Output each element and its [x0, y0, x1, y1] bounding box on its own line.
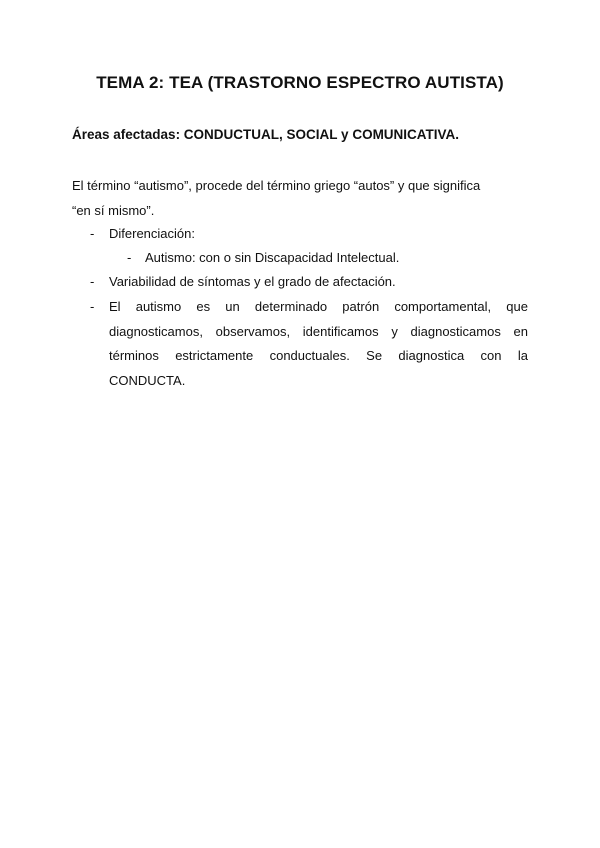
sub-bullet-dash: -	[127, 250, 132, 265]
intro-line-1: El término “autismo”, procede del término griego “autos” y que significa	[72, 178, 481, 193]
intro-line-2: “en sí mismo”.	[72, 202, 155, 218]
bullet-dash: -	[90, 274, 95, 289]
page-title: TEMA 2: TEA (TRASTORNO ESPECTRO AUTISTA)	[96, 73, 504, 92]
affected-areas-heading: Áreas afectadas: CONDUCTUAL, SOCIAL y COMUNICATIVA.	[72, 127, 460, 142]
bullet-variabilidad: Variabilidad de síntomas y el grado de afectación.	[109, 274, 396, 289]
bullet-dash: -	[90, 226, 95, 241]
bullet-diferenciacion: Diferenciación:	[109, 226, 195, 241]
bullet-patron-comportamental: El autismo es un determinado patrón comportamental, que diagnosticamos, observamos, identificamos y diagnosticamos en términos estrictamente conductuales. Se diagnostica con la CONDUCTA.	[109, 299, 528, 388]
sub-bullet-autismo: Autismo: con o sin Discapacidad Intelectual.	[145, 250, 400, 265]
bullet-dash: -	[90, 299, 95, 314]
intro-paragraph	[72, 174, 532, 223]
